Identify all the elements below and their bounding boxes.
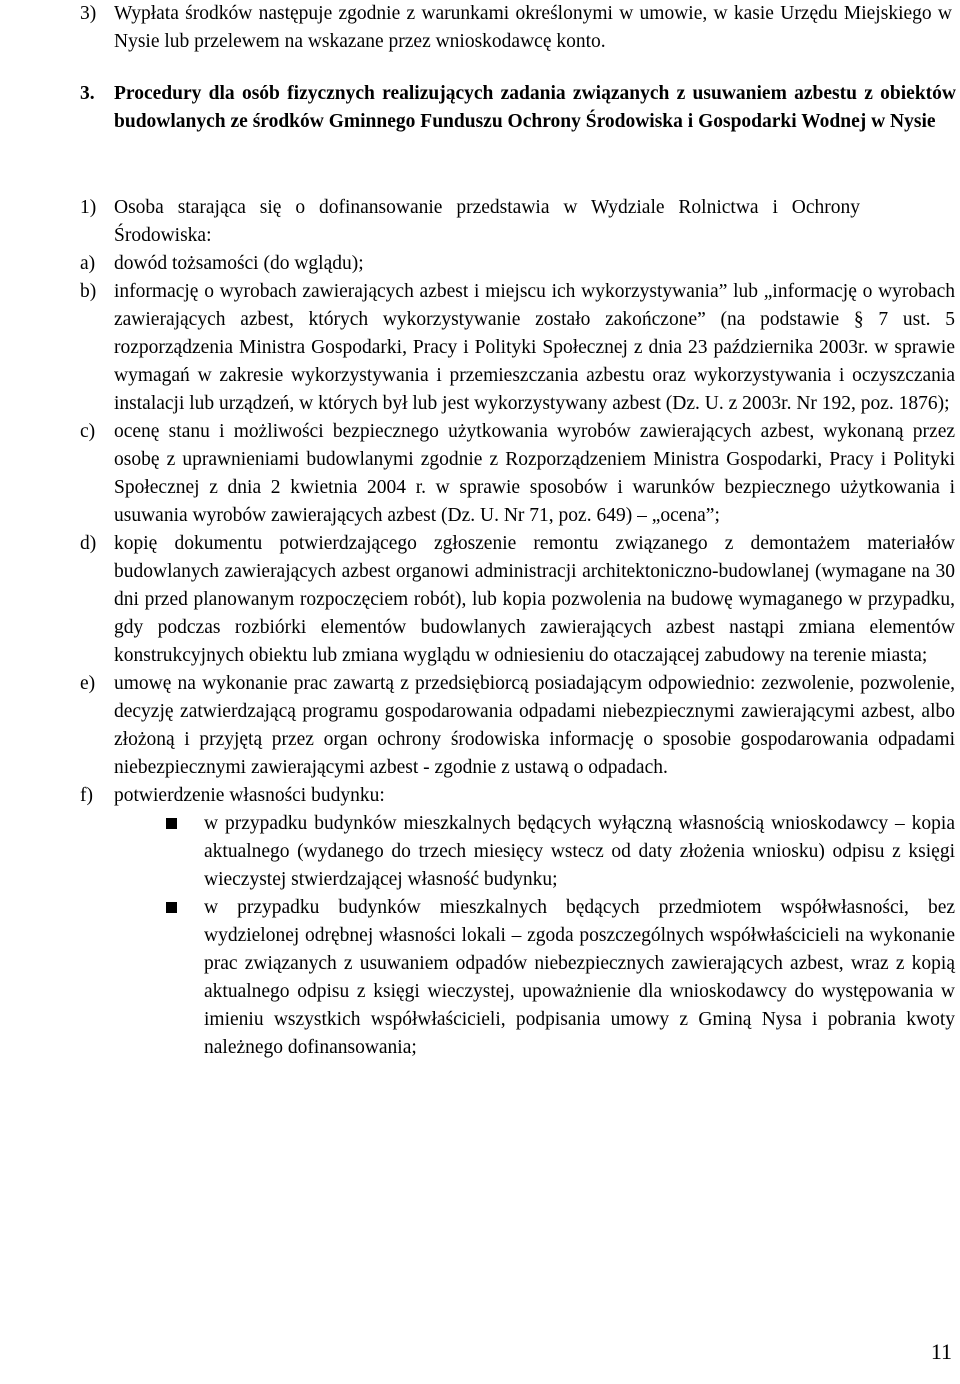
list-item-label: a) xyxy=(80,253,96,274)
bullet-item xyxy=(160,810,955,894)
list-item-label: f) xyxy=(80,785,93,806)
list-item-e xyxy=(80,670,955,782)
list-item-label: d) xyxy=(80,533,97,554)
page-number: 11 xyxy=(930,1339,952,1364)
bullet-item xyxy=(160,894,955,1062)
section-heading xyxy=(80,80,956,136)
list-item-text: potwierdzenie własności budynku: xyxy=(114,785,385,806)
square-bullet-icon xyxy=(160,894,204,1062)
paragraph-item-3 xyxy=(80,0,952,56)
section-title: Procedury dla osób fizycznych realizujących zadania związanych z usuwaniem azbestu z obiektów budowlanych ze środków Gminnego Funduszu Ochrony Środowiska i Gospodarki Wodnej w Nysie xyxy=(114,83,956,132)
list-item-text: umowę na wykonanie prac zawartą z przedsiębiorcą posiadającym odpowiednio: zezwolenie, pozwolenie, decyzję zatwierdzającą programu gospodarowania odpadami niebezpiecznymi zawierającymi azbest, albo złożoną i przyjętą przez organ ochrony środowiska informację o sposobie gospodarowania odpadami niebezpiecznymi zawierającymi azbest - zgodnie z ustawą o odpadach. xyxy=(114,673,955,778)
list-item-label: c) xyxy=(80,421,96,442)
item-number: 3) xyxy=(80,3,97,24)
requirements-list xyxy=(80,250,955,1062)
bullet-text: w przypadku budynków mieszkalnych będących wyłączną własnością wnioskodawcy – kopia aktualnego (wydanego do trzech miesięcy wstecz od daty złożenia wniosku) odpisu z księgi wieczystej stwierdzającej własność budynku; xyxy=(204,813,955,890)
list-item-d xyxy=(80,530,955,670)
list-item-f xyxy=(80,782,955,810)
list-item-a xyxy=(80,250,955,278)
list-item-text: ocenę stanu i możliwości bezpiecznego użytkowania wyrobów zawierających azbest, wykonaną przez osobę z uprawnieniami budowlanymi zgodnie z Rozporządzeniem Ministra Gospodarki, Pracy i Polityki Społecznej z dnia 2 kwietnia 2004 r. w sprawie sposobów i warunków bezpiecznego użytkowania i usuwania wyrobów zawierających azbest (Dz. U. Nr 71, poz. 649) – „ocena”; xyxy=(114,421,955,526)
section-number: 3. xyxy=(80,83,95,104)
list-item-b xyxy=(80,278,955,418)
paragraph-1 xyxy=(80,194,860,250)
list-item-text: kopię dokumentu potwierdzającego zgłoszenie remontu związanego z demontażem materiałów budowlanych zawierających azbest organowi administracji architektoniczno-budowlanej (wymagane na 30 dni przed planowanym rozpoczęciem robót), lub kopia pozwolenia na budowę wymaganego w przypadku, gdy podczas rozbiórki elementów budowlanych zawierających azbest nastąpi zmiana elementów konstrukcyjnych obiektu lub zmiana wyglądu w odniesieniu do otaczającej zabudowy na terenie miasta; xyxy=(114,533,955,666)
paragraph-text: Osoba starająca się o dofinansowanie przedstawia w Wydziale Rolnictwa i Ochrony Środowiska: xyxy=(114,197,860,246)
item-text: Wypłata środków następuje zgodnie z warunkami określonymi w umowie, w kasie Urzędu Miejskiego w Nysie lub przelewem na wskazane przez wnioskodawcę konto. xyxy=(114,3,952,52)
bullet-text: w przypadku budynków mieszkalnych będących przedmiotem współwłasności, bez wydzielonej odrębnej własności lokali – zgoda poszczególnych współwłaścicieli na wykonanie prac związanych z usuwaniem odpadów niebezpiecznych zawierających azbest, wraz z kopią aktualnego odpisu z księgi wieczystej, upoważnienie dla wnioskodawcy do występowania w imieniu wszystkich współwłaścicieli, podpisania umowy z Gminą Nysa i pobrania kwoty należnego dofinansowania; xyxy=(204,897,955,1058)
list-item-label: e) xyxy=(80,673,96,694)
list-item-text: dowód tożsamości (do wglądu); xyxy=(114,253,364,274)
list-item-label: b) xyxy=(80,281,97,302)
paragraph-number: 1) xyxy=(80,197,97,218)
square-bullet-icon xyxy=(160,810,204,894)
list-item-c xyxy=(80,418,955,530)
list-item-text: informację o wyrobach zawierających azbest i miejscu ich wykorzystywania” lub „informację o wyrobach zawierających azbest, których wykorzystywanie zostało zakończone” (na podstawie § 7 ust. 5 rozporządzenia Ministra Gospodarki, Pracy i Polityki Społecznej z dnia 23 października 2003r. w sprawie wymagań w zakresie wykorzystywania i przemieszczania azbestu oraz wykorzystywania i oczyszczania instalacji lub urządzeń, w których był lub jest wykorzystywany azbest (Dz. U. z 2003r. Nr 192, poz. 1876); xyxy=(114,281,955,414)
